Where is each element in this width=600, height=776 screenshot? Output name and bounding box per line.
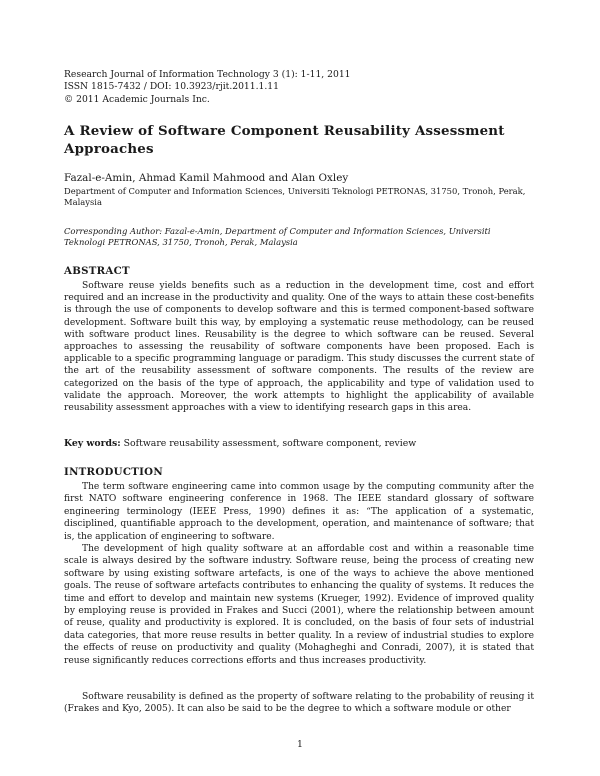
article-title: A Review of Software Component Reusability Assessment Approaches <box>64 123 505 157</box>
journal-header <box>64 69 351 106</box>
introduction-heading: INTRODUCTION <box>64 466 163 478</box>
intro-paragraph-3-text: Software reusability is defined as the property of software relating to the probability of reusing it (Frakes and Kyo, 2005). It can also be said to be the degree to which a software module or other <box>64 692 534 715</box>
intro-paragraph-2 <box>64 543 534 667</box>
intro-paragraph-1 <box>64 481 534 543</box>
intro-paragraph-3 <box>64 691 534 716</box>
intro-paragraph-1-text: The term software engineering came into common usage by the computing community after the first NATO software engineering conference in 1968. The IEEE standard glossary of software engineering terminology (IEEE Press, 1990) defines it as: “The application of a systematic, disciplined, quantifiable approach to the development, operation, and maintenance of software; that is, the application of engineering to software. <box>64 482 534 542</box>
journal-citation: Research Journal of Information Technology 3 (1): 1-11, 2011 <box>64 69 351 80</box>
page-number: 1 <box>297 739 303 750</box>
keywords <box>64 438 534 449</box>
corresponding-author: Corresponding Author: Fazal-e-Amin, Department of Computer and Information Sciences, Universiti Teknologi PETRONAS, 31750, Tronoh, Perak, Malaysia <box>64 226 491 247</box>
abstract-text: Software reuse yields benefits such as a reduction in the development time, cost and effort required and an increase in the productivity and quality. One of the ways to attain these cost-benefits is through the use of components to develop software and this is termed component-based software development. Software built this way, by employing a systematic reuse methodology, can be reused with software product lines. Reusability is the degree to which software can be reused. Several approaches to assessing the reusability of software components have been proposed. Each is applicable to a specific programming language or paradigm. This study discusses the current state of the art of the reusability assessment of software components. The results of the review are categorized on the basis of the type of approach, the applicability and type of validation used to validate the approach. Moreover, the work attempts to highlight the applicability of available reusability assessment approaches with a view to identifying research gaps in this area. <box>64 281 534 414</box>
copyright: © 2011 Academic Journals Inc. <box>64 93 210 105</box>
author-list: Fazal-e-Amin, Ahmad Kamil Mahmood and Alan Oxley <box>64 172 349 184</box>
affiliation: Department of Computer and Information Sciences, Universiti Teknologi PETRONAS, 31750, Tronoh, Perak, Malaysia <box>64 186 526 207</box>
issn-doi: ISSN 1815-7432 / DOI: 10.3923/rjit.2011.1.11 <box>64 81 279 93</box>
abstract-heading: ABSTRACT <box>64 265 130 277</box>
intro-paragraph-2-text: The development of high quality software at an affordable cost and within a reasonable time scale is always desired by the software industry. Software reuse, being the process of creating new software by using existing software artefacts, is one of the ways to achieve the above mentioned goals. The reuse of software artefacts contributes to enhancing the quality of systems. It reduces the time and effort to develop and maintain new systems (Krueger, 1992). Evidence of improved quality by employing reuse is provided in Frakes and Succi (2001), where the relationship between amount of reuse, quality and productivity is explored. It is concluded, on the basis of four sets of industrial data categories, that more reuse results in better quality. In a review of industrial studies to explore the effects of reuse on productivity and quality (Mohagheghi and Conradi, 2007), it is stated that reuse significantly reduces corrections efforts and thus increases productivity. <box>64 544 534 666</box>
keywords-text: Software reusability assessment, software component, review <box>123 438 417 449</box>
keywords-label: Key words: <box>64 438 121 449</box>
